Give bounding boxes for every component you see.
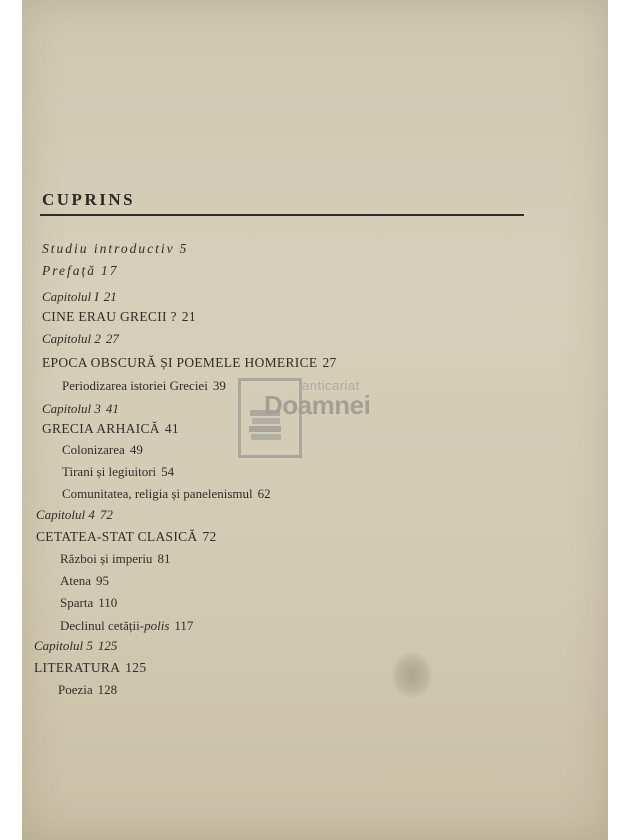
toc-entry: Capitolul 5 125: [34, 638, 118, 653]
toc-entry: Poezia 128: [58, 682, 118, 697]
toc-entry: Capitolul 2 27: [42, 331, 119, 346]
toc-entry: Periodizarea istoriei Greciei 39: [62, 378, 226, 393]
toc-entry: CETATEA-STAT CLASICĂ 72: [36, 529, 217, 544]
toc-entry: Război și imperiu 81: [60, 551, 171, 566]
toc-entry: Tirani și legiuitori 54: [62, 464, 175, 479]
toc-entry: Studiu introductiv 5: [42, 241, 189, 256]
toc-entry: Atena 95: [60, 573, 110, 588]
toc-entry: Comunitatea, religia și panelenismul 62: [62, 486, 271, 501]
watermark-small-text: anticariat: [302, 378, 360, 393]
watermark-big-text: Doamnei: [264, 390, 371, 420]
watermark: [238, 378, 398, 462]
toc-entry: Sparta 110: [60, 595, 118, 610]
toc-entry: Capitolul 4 72: [36, 507, 113, 522]
page-smudge: [392, 652, 432, 698]
toc-entry: Prefață 17: [42, 263, 119, 278]
toc-entry: EPOCA OBSCURĂ ȘI POEMELE HOMERICE 27: [42, 355, 337, 370]
toc-heading: CUPRINS: [42, 190, 136, 209]
toc-entry: GRECIA ARHAICĂ 41: [42, 421, 179, 436]
toc-entry: CINE ERAU GRECII ? 21: [42, 309, 196, 324]
toc-entry: LITERATURA 125: [34, 660, 147, 675]
toc-entry: Colonizarea 49: [62, 442, 143, 457]
toc-entry: Declinul cetății-polis 117: [60, 618, 194, 633]
toc-entry: Capitolul I 21: [42, 289, 117, 304]
toc-entry: Capitolul 3 41: [42, 401, 119, 416]
